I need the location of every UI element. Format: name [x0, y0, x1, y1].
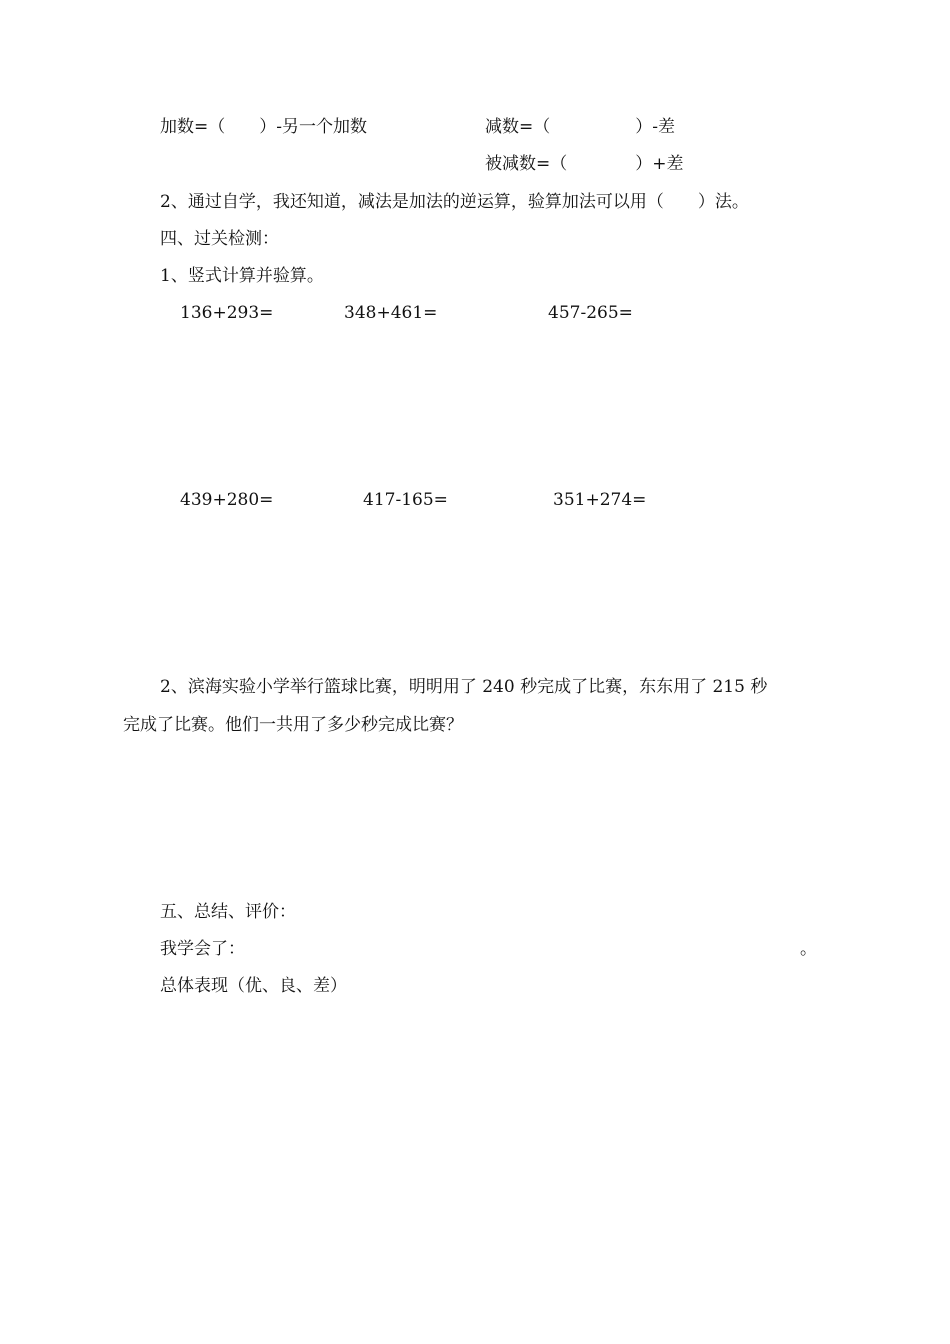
calc-item: 136+293= — [180, 303, 274, 323]
calc-item: 417-165= — [363, 490, 448, 510]
overall-performance: 总体表现（优、良、差） — [160, 976, 347, 996]
section-five-title: 五、总结、评价： — [160, 902, 296, 922]
learned-end-mark: 。 — [800, 939, 817, 959]
calc-item: 439+280= — [180, 490, 274, 510]
calc-item: 348+461= — [344, 303, 438, 323]
addend-formula: 加数=（ ）-另一个加数 — [160, 117, 367, 137]
calc-item: 457-265= — [548, 303, 633, 323]
subtrahend-formula: 减数=（ ）-差 — [485, 117, 675, 137]
learned-label: 我学会了： — [160, 939, 245, 959]
self-study-item-2: 2、通过自学，我还知道，减法是加法的逆运算，验算加法可以用（ ）法。 — [160, 192, 749, 212]
question-2-line-1: 2、滨海实验小学举行篮球比赛，明明用了 240 秒完成了比赛，东东用了 215 秒 — [160, 677, 768, 697]
minuend-formula: 被减数=（ ）+差 — [485, 154, 684, 174]
question-2-line-2: 完成了比赛。他们一共用了多少秒完成比赛？ — [123, 715, 463, 735]
calc-item: 351+274= — [553, 490, 647, 510]
section-four-title: 四、过关检测： — [160, 229, 279, 249]
question-1-title: 1、竖式计算并验算。 — [160, 266, 324, 286]
